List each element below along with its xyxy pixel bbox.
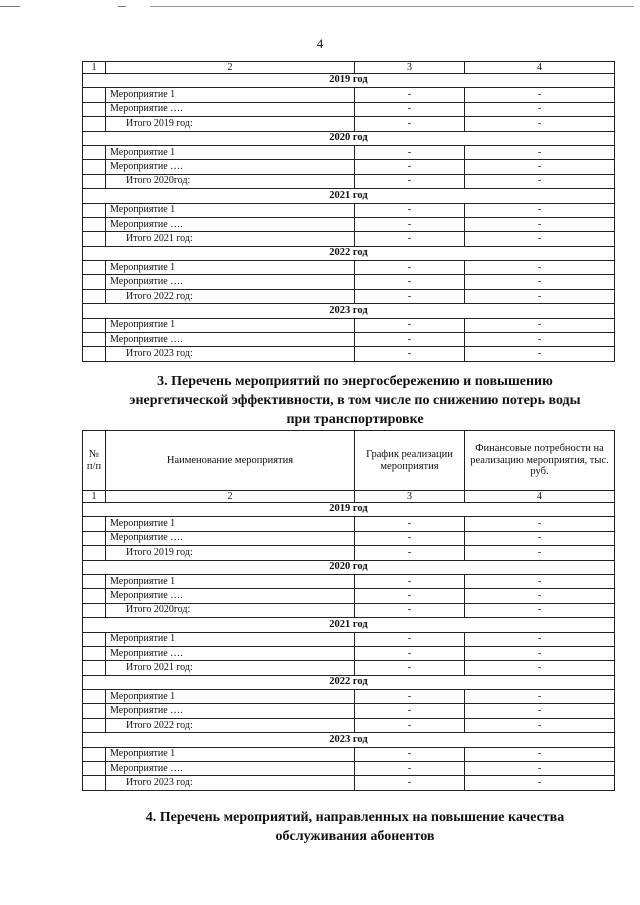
section-title-line: энергетической эффективности, в том числе по снижению потерь воды (129, 393, 581, 408)
schedule-cell: - (355, 776, 465, 790)
total-label: Итого 2023 год: (106, 347, 355, 361)
financial-cell: - (465, 574, 615, 588)
year-label: 2022 год (83, 675, 615, 689)
year-row (83, 618, 615, 632)
financial-cell: - (465, 117, 615, 131)
column-number: 4 (465, 62, 615, 74)
year-row (83, 131, 615, 145)
activity-name: Мероприятие 1 (106, 203, 355, 217)
scan-artifact-line (0, 6, 20, 7)
year-row (83, 733, 615, 747)
year-label: 2019 год (83, 503, 615, 517)
schedule-cell: - (355, 762, 465, 776)
financial-cell: - (465, 589, 615, 603)
total-label: Итого 2019 год: (106, 117, 355, 131)
activity-name: Мероприятие 1 (106, 632, 355, 646)
year-label: 2021 год (83, 618, 615, 632)
row-number-cell (83, 632, 106, 646)
schedule-cell: - (355, 160, 465, 174)
row-number-cell (83, 589, 106, 603)
financial-cell: - (465, 690, 615, 704)
total-label: Итого 2022 год: (106, 718, 355, 732)
row-number-cell (83, 661, 106, 675)
schedule-cell: - (355, 589, 465, 603)
activity-row (83, 160, 615, 174)
activity-row (83, 88, 615, 102)
activity-name: Мероприятие 1 (106, 88, 355, 102)
schedule-cell: - (355, 145, 465, 159)
schedule-cell: - (355, 690, 465, 704)
year-row (83, 675, 615, 689)
activity-name: Мероприятие …. (106, 704, 355, 718)
activity-row (83, 261, 615, 275)
financial-cell: - (465, 174, 615, 188)
financial-cell: - (465, 661, 615, 675)
year-row (83, 304, 615, 318)
activity-name: Мероприятие 1 (106, 145, 355, 159)
financial-cell: - (465, 603, 615, 617)
total-row (83, 718, 615, 732)
section-3-title (100, 372, 610, 429)
financial-cell: - (465, 289, 615, 303)
financial-cell: - (465, 318, 615, 332)
financial-cell: - (465, 102, 615, 116)
total-label: Итого 2023 год: (106, 776, 355, 790)
financial-cell: - (465, 531, 615, 545)
schedule-cell: - (355, 704, 465, 718)
financial-cell: - (465, 88, 615, 102)
schedule-cell: - (355, 546, 465, 560)
financial-cell: - (465, 776, 615, 790)
row-number-cell (83, 747, 106, 761)
activity-row (83, 704, 615, 718)
row-number-cell (83, 318, 106, 332)
activity-row (83, 574, 615, 588)
financial-cell: - (465, 261, 615, 275)
row-number-cell (83, 603, 106, 617)
schedule-cell: - (355, 347, 465, 361)
year-row (83, 189, 615, 203)
row-number-cell (83, 718, 106, 732)
schedule-cell: - (355, 318, 465, 332)
schedule-cell: - (355, 275, 465, 289)
total-label: Итого 2022 год: (106, 289, 355, 303)
column-number: 4 (465, 491, 615, 503)
financial-cell: - (465, 347, 615, 361)
activity-name: Мероприятие …. (106, 102, 355, 116)
activity-row (83, 217, 615, 231)
header-schedule: График реализации мероприятия (355, 431, 465, 491)
schedule-cell: - (355, 747, 465, 761)
column-number: 2 (106, 491, 355, 503)
row-number-cell (83, 704, 106, 718)
financial-cell: - (465, 646, 615, 660)
year-label: 2023 год (83, 733, 615, 747)
section-title-line: 4. Перечень мероприятий, направленных на повышение качества (145, 810, 565, 825)
column-number: 1 (83, 491, 106, 503)
activity-name: Мероприятие 1 (106, 690, 355, 704)
column-number-row (83, 491, 615, 503)
total-label: Итого 2020год: (106, 174, 355, 188)
activity-row (83, 531, 615, 545)
activity-row (83, 203, 615, 217)
row-number-cell (83, 762, 106, 776)
total-row (83, 289, 615, 303)
activity-row (83, 145, 615, 159)
schedule-cell: - (355, 531, 465, 545)
financial-cell: - (465, 517, 615, 531)
row-number-cell (83, 289, 106, 303)
year-label: 2023 год (83, 304, 615, 318)
row-number-cell (83, 117, 106, 131)
row-number-cell (83, 646, 106, 660)
schedule-cell: - (355, 603, 465, 617)
column-number: 3 (355, 491, 465, 503)
activity-name: Мероприятие …. (106, 217, 355, 231)
schedule-cell: - (355, 661, 465, 675)
row-number-cell (83, 347, 106, 361)
row-number-cell (83, 145, 106, 159)
page-number: 4 (316, 36, 324, 51)
year-row (83, 503, 615, 517)
column-number: 2 (106, 62, 355, 74)
total-row (83, 174, 615, 188)
activity-name: Мероприятие …. (106, 762, 355, 776)
financial-cell: - (465, 546, 615, 560)
activity-name: Мероприятие …. (106, 275, 355, 289)
year-label: 2022 год (83, 246, 615, 260)
row-number-cell (83, 275, 106, 289)
activity-row (83, 318, 615, 332)
activity-name: Мероприятие …. (106, 646, 355, 660)
total-label: Итого 2021 год: (106, 661, 355, 675)
total-label: Итого 2021 год: (106, 232, 355, 246)
row-number-cell (83, 88, 106, 102)
activity-name: Мероприятие 1 (106, 517, 355, 531)
schedule-cell: - (355, 217, 465, 231)
activity-row (83, 589, 615, 603)
year-row (83, 560, 615, 574)
table-body (83, 431, 615, 791)
financial-cell: - (465, 333, 615, 347)
year-row (83, 246, 615, 260)
financial-cell: - (465, 762, 615, 776)
total-row (83, 603, 615, 617)
total-label: Итого 2019 год: (106, 546, 355, 560)
year-row (83, 74, 615, 88)
row-number-cell (83, 517, 106, 531)
activity-row (83, 762, 615, 776)
table-body (83, 62, 615, 362)
activity-name: Мероприятие …. (106, 531, 355, 545)
activity-name: Мероприятие 1 (106, 318, 355, 332)
row-number-cell (83, 261, 106, 275)
financial-cell: - (465, 704, 615, 718)
total-row (83, 776, 615, 790)
schedule-cell: - (355, 517, 465, 531)
row-number-cell (83, 776, 106, 790)
schedule-cell: - (355, 646, 465, 660)
year-label: 2020 год (83, 131, 615, 145)
row-number-cell (83, 102, 106, 116)
activity-row (83, 646, 615, 660)
total-row (83, 546, 615, 560)
section-title-line: обслуживания абонентов (275, 829, 435, 844)
activity-row (83, 275, 615, 289)
scan-artifact-line (118, 6, 126, 7)
activity-row (83, 102, 615, 116)
activity-name: Мероприятие …. (106, 333, 355, 347)
row-number-cell (83, 203, 106, 217)
energy-saving-activities-table (82, 430, 615, 791)
total-row (83, 117, 615, 131)
financial-cell: - (465, 275, 615, 289)
total-label: Итого 2020год: (106, 603, 355, 617)
financial-cell: - (465, 160, 615, 174)
schedule-cell: - (355, 333, 465, 347)
year-label: 2019 год (83, 74, 615, 88)
section-4-title (100, 808, 610, 846)
financial-cell: - (465, 232, 615, 246)
activity-row (83, 517, 615, 531)
schedule-cell: - (355, 102, 465, 116)
total-row (83, 232, 615, 246)
schedule-cell: - (355, 718, 465, 732)
activities-table-continued (82, 61, 615, 362)
schedule-cell: - (355, 203, 465, 217)
financial-cell: - (465, 145, 615, 159)
schedule-cell: - (355, 289, 465, 303)
column-number: 1 (83, 62, 106, 74)
year-label: 2021 год (83, 189, 615, 203)
financial-cell: - (465, 747, 615, 761)
activity-row (83, 690, 615, 704)
schedule-cell: - (355, 574, 465, 588)
schedule-cell: - (355, 174, 465, 188)
row-number-cell (83, 217, 106, 231)
row-number-cell (83, 333, 106, 347)
section-title-line: при транспортировке (286, 412, 424, 427)
activity-name: Мероприятие 1 (106, 574, 355, 588)
row-number-cell (83, 546, 106, 560)
header-financial-needs: Финансовые потребности на реализацию мероприятия, тыс. руб. (465, 431, 615, 491)
financial-cell: - (465, 718, 615, 732)
schedule-cell: - (355, 88, 465, 102)
row-number-cell (83, 160, 106, 174)
column-number: 3 (355, 62, 465, 74)
section-title-line: 3. Перечень мероприятий по энергосбережению и повышению (157, 374, 553, 389)
column-number-row (83, 62, 615, 74)
row-number-cell (83, 574, 106, 588)
activity-name: Мероприятие 1 (106, 261, 355, 275)
financial-cell: - (465, 217, 615, 231)
total-row (83, 347, 615, 361)
row-number-cell (83, 174, 106, 188)
total-row (83, 661, 615, 675)
scan-artifact-line (150, 6, 634, 7)
activity-row (83, 632, 615, 646)
activity-name: Мероприятие …. (106, 160, 355, 174)
header-number: № п/п (83, 431, 106, 491)
row-number-cell (83, 690, 106, 704)
year-label: 2020 год (83, 560, 615, 574)
activity-name: Мероприятие 1 (106, 747, 355, 761)
row-number-cell (83, 531, 106, 545)
activity-row (83, 747, 615, 761)
schedule-cell: - (355, 117, 465, 131)
financial-cell: - (465, 632, 615, 646)
header-row (83, 431, 615, 491)
schedule-cell: - (355, 261, 465, 275)
financial-cell: - (465, 203, 615, 217)
header-activity-name: Наименование мероприятия (106, 431, 355, 491)
activity-row (83, 333, 615, 347)
row-number-cell (83, 232, 106, 246)
activity-name: Мероприятие …. (106, 589, 355, 603)
schedule-cell: - (355, 232, 465, 246)
schedule-cell: - (355, 632, 465, 646)
